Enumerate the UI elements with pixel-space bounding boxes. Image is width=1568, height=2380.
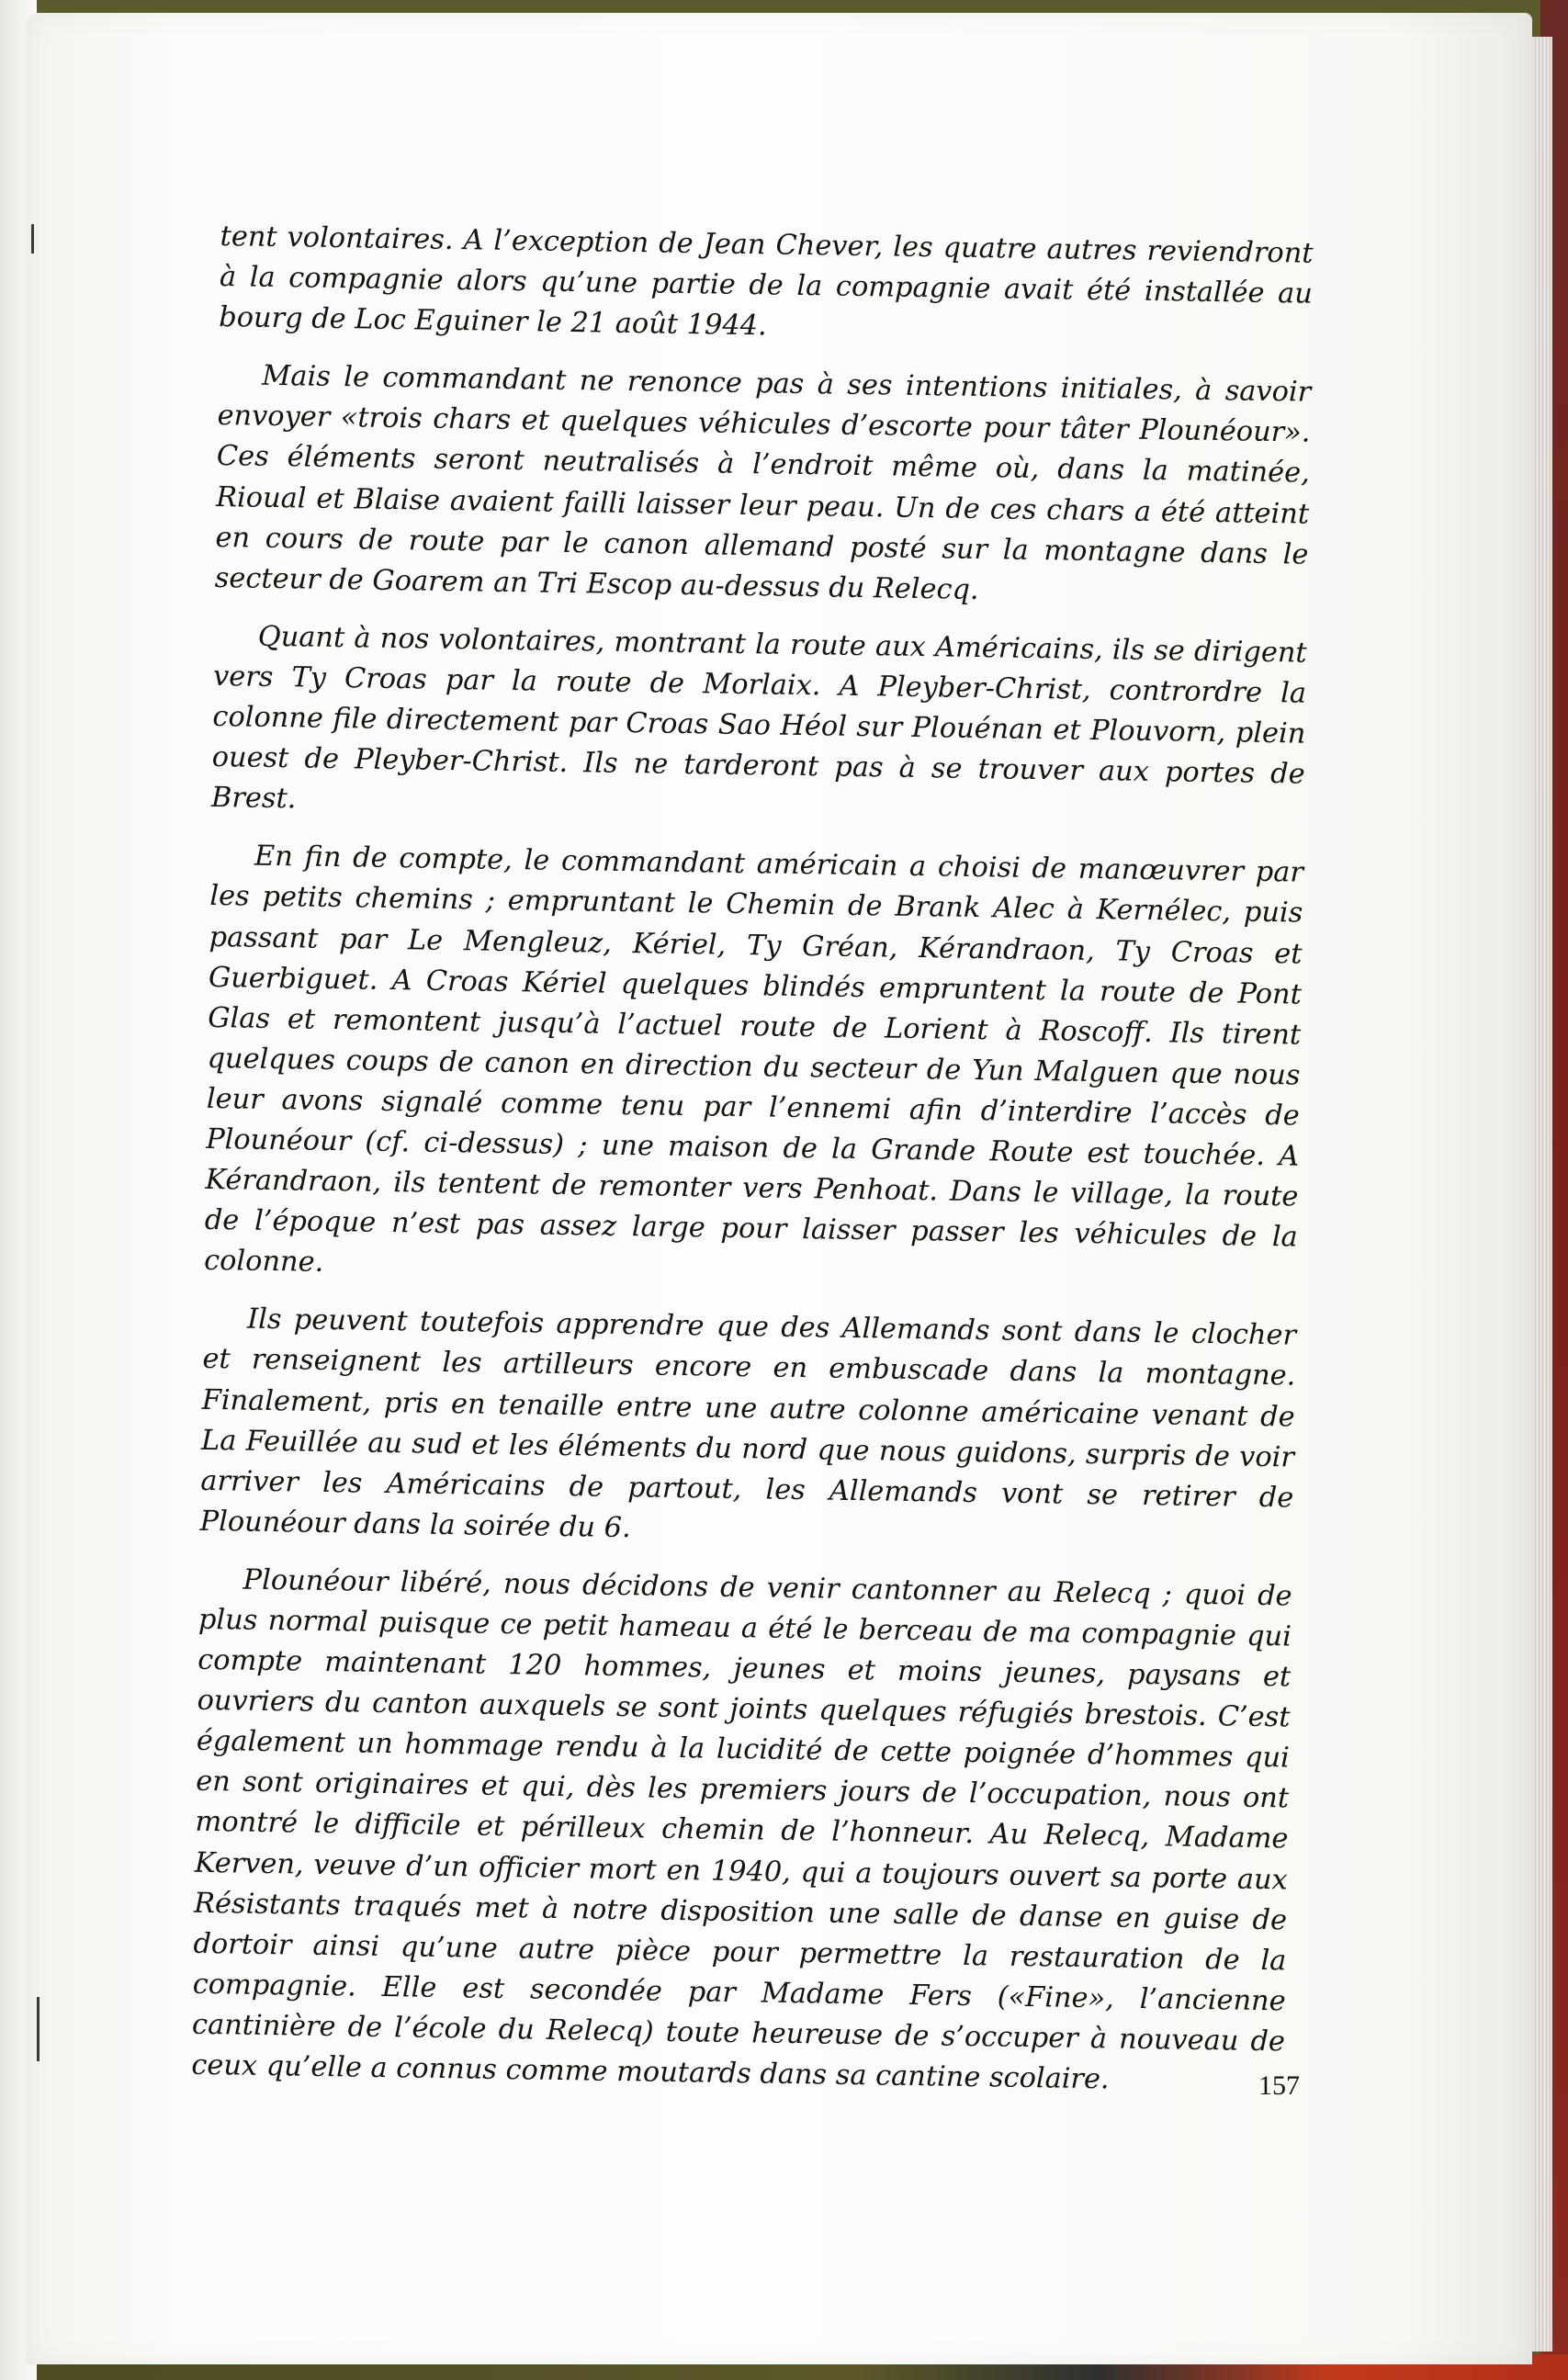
paragraph: Plounéour libéré, nous décidons de venir cantonner au Relecq ; quoi de plus normal puisque ce petit hameau a été le berceau de ma compagnie qui compte maintenant 120 hommes, jeunes et moins jeunes, paysans et ouvriers du canton auxquels se sont joints quelques réfugiés brestois. C’est également un hommage rendu à la lucidité de cette poignée d’hommes qui en sont originaires et qui, dès les premiers jours de l’occupation, nous ont montré le difficile et périlleux chemin de l’honneur. Au Relecq, Madame Kerven, veuve d’un officier mort en 1940, qui a toujours ouvert sa porte aux Résistants traqués met à notre disposition une salle de danse en guise de dortoir ainsi qu’une autre pièce pour permettre la restauration de la compagnie. Elle est secondée par Madame Fers («Fine», l’ancienne cantinière de l’école du Relecq) toute heureuse de s’occuper à nouveau de ceux qu’elle a connus comme moutards dans sa cantine scolaire. xyxy=(191,1563,1292,2096)
body-text xyxy=(191,217,1314,2121)
paragraph: En fin de compte, le commandant américain a choisi de manœuvrer par les petits chemins ; empruntant le Chemin de Brank Alec à Kernélec, puis passant par Le Mengleuz, Kériel, Ty Gréan, Kérandraon, Ty Croas et Guerbiguet. A Croas Kériel quelques blindés empruntent la route de Pont Glas et remontent jusqu’à l’actuel route de Lorient à Roscoff. Ils tirent quelques coups de canon en direction du secteur de Yun Malguen que nous leur avons signalé comme tenu par l’ennemi afin d’interdire l’accès de Plounéour (cf. ci-dessus) ; une maison de la Grande Route est touchée. A Kérandraon, ils tentent de remonter vers Penhoat. Dans le village, la route de l’époque n’est pas assez large pour laisser passer les véhicules de la colonne. xyxy=(203,840,1304,1280)
gutter-mark xyxy=(37,1997,39,2061)
book-page xyxy=(26,13,1532,2364)
paragraph: Mais le commandant ne renonce pas à ses intentions initiales, à savoir envoyer «trois chars et quelques véhicules d’escorte pour tâter Plounéour». Ces éléments seront neutralisés à l’endroit même où, dans la matinée, Rioual et Blaise avaient failli laisser leur peau. Un de ces chars a été atteint en cours de route par le canon allemand posté sur la montagne dans le secteur de Goarem an Tri Escop au-dessus du Relecq. xyxy=(214,360,1312,606)
paragraph: Quant à nos volontaires, montrant la route aux Américains, ils se dirigent vers Ty Croas par la route de Morlaix. A Pleyber-Christ, contrordre la colonne file directement par Croas Sao Héol sur Plouénan et Plouvorn, plein ouest de Pleyber-Christ. Ils ne tarderont pas à se trouver aux portes de Brest. xyxy=(210,620,1307,816)
paragraph: tent volontaires. A l’exception de Jean Chever, les quatre autres reviendront à la compagnie alors qu’une partie de la compagnie avait été installée au bourg de Loc Eguiner le 21 août 1944. xyxy=(219,220,1314,343)
gutter-mark xyxy=(31,224,34,254)
page-number: 157 xyxy=(1258,2070,1300,2101)
paragraph: Ils peuvent toutefois apprendre que des Allemands sont dans le clocher et renseignent les artilleurs encore en embuscade dans la montagne. Finalement, pris en tenaille entre une autre colonne américaine venant de La Feuillée au sud et les éléments du nord que nous guidons, surpris de voir arriver les Américains de partout, les Allemands vont se retirer de Plounéour dans la soirée du 6. xyxy=(199,1303,1297,1545)
